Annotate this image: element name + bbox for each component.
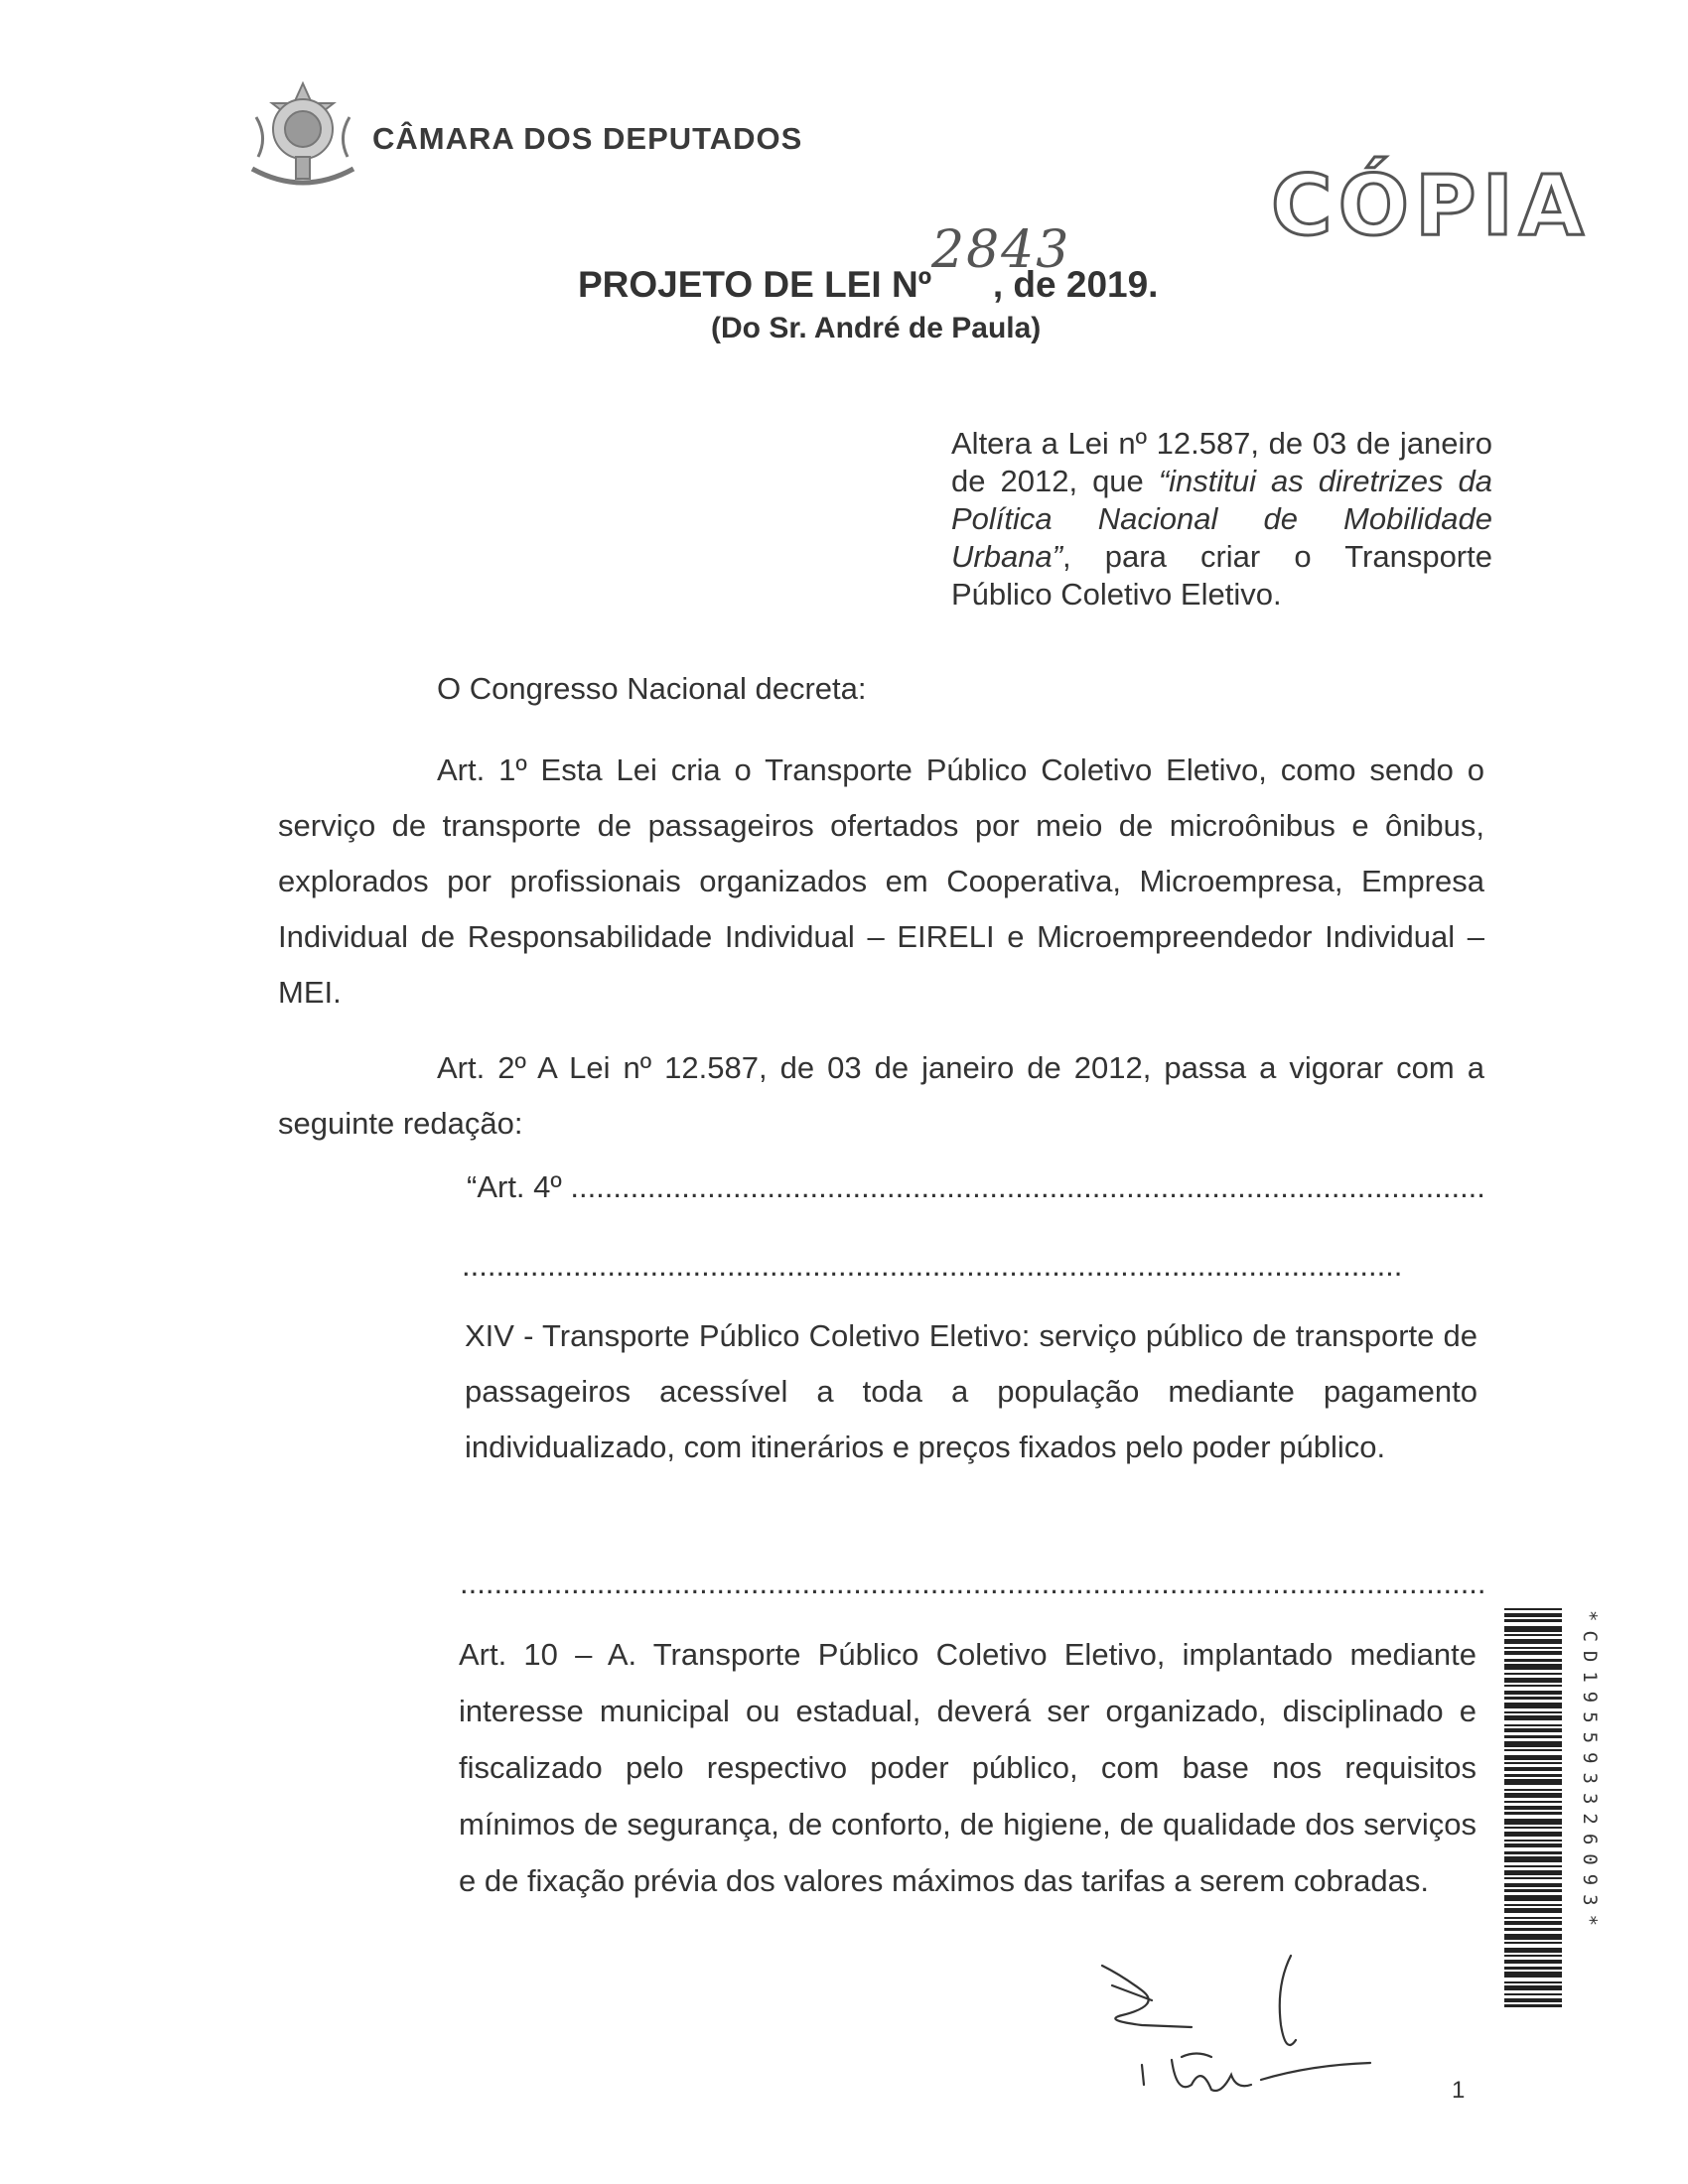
barcode-icon bbox=[1504, 1608, 1562, 2015]
handwritten-bill-number: 2843 bbox=[931, 220, 1071, 280]
barcode-bar bbox=[1504, 1691, 1562, 1695]
barcode-bar bbox=[1504, 1972, 1562, 1978]
barcode-bar bbox=[1504, 1793, 1562, 1798]
summary-quote: “institui as diretrizes da Política Nacional de Mobilidade Urbana” bbox=[951, 464, 1493, 574]
omission-dots-1: .............................................................................................................. bbox=[462, 1248, 1403, 1283]
barcode-bar bbox=[1504, 1608, 1562, 1610]
item-xiv: XIV - Transporte Público Coletivo Eletivo: serviço público de transporte de passageiros acessível a toda a população mediante pagamento individualizado, com itinerários e preços fixados pelo poder público. bbox=[465, 1318, 1477, 1464]
copy-stamp: CÓPIA bbox=[1271, 157, 1590, 254]
barcode-bar bbox=[1504, 1728, 1562, 1732]
barcode-bar bbox=[1504, 1647, 1562, 1649]
barcode-bar bbox=[1504, 1827, 1562, 1829]
summary-text-1: Altera a Lei nº 12.587, de 03 de janeiro de 2012, que bbox=[951, 426, 1492, 498]
barcode-bar bbox=[1504, 1928, 1562, 1931]
article-4-heading: “Art. 4º ........................................................................................................... bbox=[467, 1169, 1485, 1204]
barcode-bar bbox=[1504, 1659, 1562, 1662]
barcode-bar bbox=[1504, 1865, 1562, 1867]
barcode-bar bbox=[1504, 1789, 1562, 1791]
barcode-bar bbox=[1504, 1749, 1562, 1751]
barcode-bar bbox=[1504, 1755, 1562, 1760]
barcode-bar bbox=[1504, 1703, 1562, 1708]
barcode-bar bbox=[1504, 1651, 1562, 1655]
barcode-bar bbox=[1504, 1741, 1562, 1747]
barcode-bar bbox=[1504, 1960, 1562, 1964]
barcode-number: *CD195593326093* bbox=[1579, 1610, 1601, 1936]
barcode-bar bbox=[1504, 1998, 1562, 2002]
barcode-bar bbox=[1504, 1619, 1562, 1622]
article-10-a: Art. 10 – A. Transporte Público Coletivo Eletivo, implantado mediante interesse municipal ou estadual, deverá ser organizado, disciplinado e fiscalizado pelo respectivo poder público, com base nos requisitos mínimos de segurança, de conforto, de higiene, de qualidade dos serviços e de fixação prévia dos valores máximos das tarifas a serem cobradas. bbox=[459, 1637, 1477, 1898]
barcode-bar bbox=[1504, 1711, 1562, 1713]
barcode-bar bbox=[1504, 1851, 1562, 1854]
barcode-bar bbox=[1504, 1639, 1562, 1644]
barcode-bar bbox=[1504, 1819, 1562, 1825]
barcode-bar bbox=[1504, 1685, 1562, 1687]
barcode-bar bbox=[1504, 1613, 1562, 1617]
barcode-bar bbox=[1504, 1904, 1562, 1906]
barcode-bar bbox=[1504, 1812, 1562, 1815]
barcode-bar bbox=[1504, 1767, 1562, 1771]
page-number: 1 bbox=[1452, 2077, 1466, 2104]
barcode-bar bbox=[1504, 1626, 1562, 1632]
barcode-bar bbox=[1504, 1779, 1562, 1785]
barcode-bar bbox=[1504, 1832, 1562, 1837]
barcode-bar bbox=[1504, 2004, 1562, 2007]
barcode-bar bbox=[1504, 1917, 1562, 1919]
barcode-bar bbox=[1504, 1967, 1562, 1970]
barcode-bar bbox=[1504, 1840, 1562, 1842]
barcode-bar bbox=[1504, 1664, 1562, 1670]
article-1: Art. 1º Esta Lei cria o Transporte Público Coletivo Eletivo, como sendo o serviço de transporte de passageiros ofertados por meio de microônibus e ônibus, explorados por profissionais organizados em Cooperativa, Microempresa, Empresa Individual de Responsabilidade Individual – EIRELI e Microempreendedor Individual – MEI. bbox=[278, 752, 1484, 1010]
barcode-bar bbox=[1504, 1856, 1562, 1862]
barcode-bar bbox=[1504, 1697, 1562, 1700]
barcode-bar bbox=[1504, 1843, 1562, 1847]
barcode-bar bbox=[1504, 1806, 1562, 1810]
barcode-bar bbox=[1504, 1735, 1562, 1738]
barcode-bar bbox=[1504, 1801, 1562, 1803]
chamber-name: CÂMARA DOS DEPUTADOS bbox=[372, 121, 803, 156]
barcode-bar bbox=[1504, 1895, 1562, 1901]
coat-of-arms-seal-icon bbox=[238, 77, 367, 195]
barcode-bar bbox=[1504, 1883, 1562, 1887]
bill-summary bbox=[951, 425, 1492, 614]
barcode-bar bbox=[1504, 1877, 1562, 1879]
barcode-bar bbox=[1504, 1921, 1562, 1925]
barcode-bar bbox=[1504, 1934, 1562, 1940]
barcode-bar bbox=[1504, 1715, 1562, 1720]
summary-text-2: , para criar o Transporte Público Coletivo Eletivo. bbox=[951, 539, 1492, 612]
bill-title: PROJETO DE LEI Nº , de 2019. bbox=[578, 264, 1159, 305]
barcode-bar bbox=[1504, 1634, 1562, 1636]
barcode-bar bbox=[1504, 1724, 1562, 1726]
barcode-bar bbox=[1504, 1955, 1562, 1957]
barcode-bar bbox=[1504, 1942, 1562, 1944]
barcode-bar bbox=[1504, 1981, 1562, 1983]
enacting-clause: O Congresso Nacional decreta: bbox=[437, 671, 867, 706]
barcode-bar bbox=[1504, 1762, 1562, 1764]
barcode-bar bbox=[1504, 1985, 1562, 1990]
bill-author: (Do Sr. André de Paula) bbox=[711, 312, 1042, 344]
barcode-bar bbox=[1504, 1678, 1562, 1683]
barcode-bar bbox=[1504, 1993, 1562, 1995]
barcode-bar bbox=[1504, 1908, 1562, 1913]
barcode-bar bbox=[1504, 1774, 1562, 1777]
omission-dots-2: ........................................................................................................................ bbox=[460, 1566, 1486, 1600]
barcode-bar bbox=[1504, 1870, 1562, 1875]
barcode-bar bbox=[1504, 1889, 1562, 1892]
barcode-bar bbox=[1504, 1948, 1562, 1953]
barcode-bar bbox=[1504, 1673, 1562, 1675]
handwritten-signature-icon bbox=[1082, 1946, 1420, 2124]
article-2: Art. 2º A Lei nº 12.587, de 03 de janeiro de 2012, passa a vigorar com a seguinte redação: bbox=[278, 1050, 1484, 1141]
